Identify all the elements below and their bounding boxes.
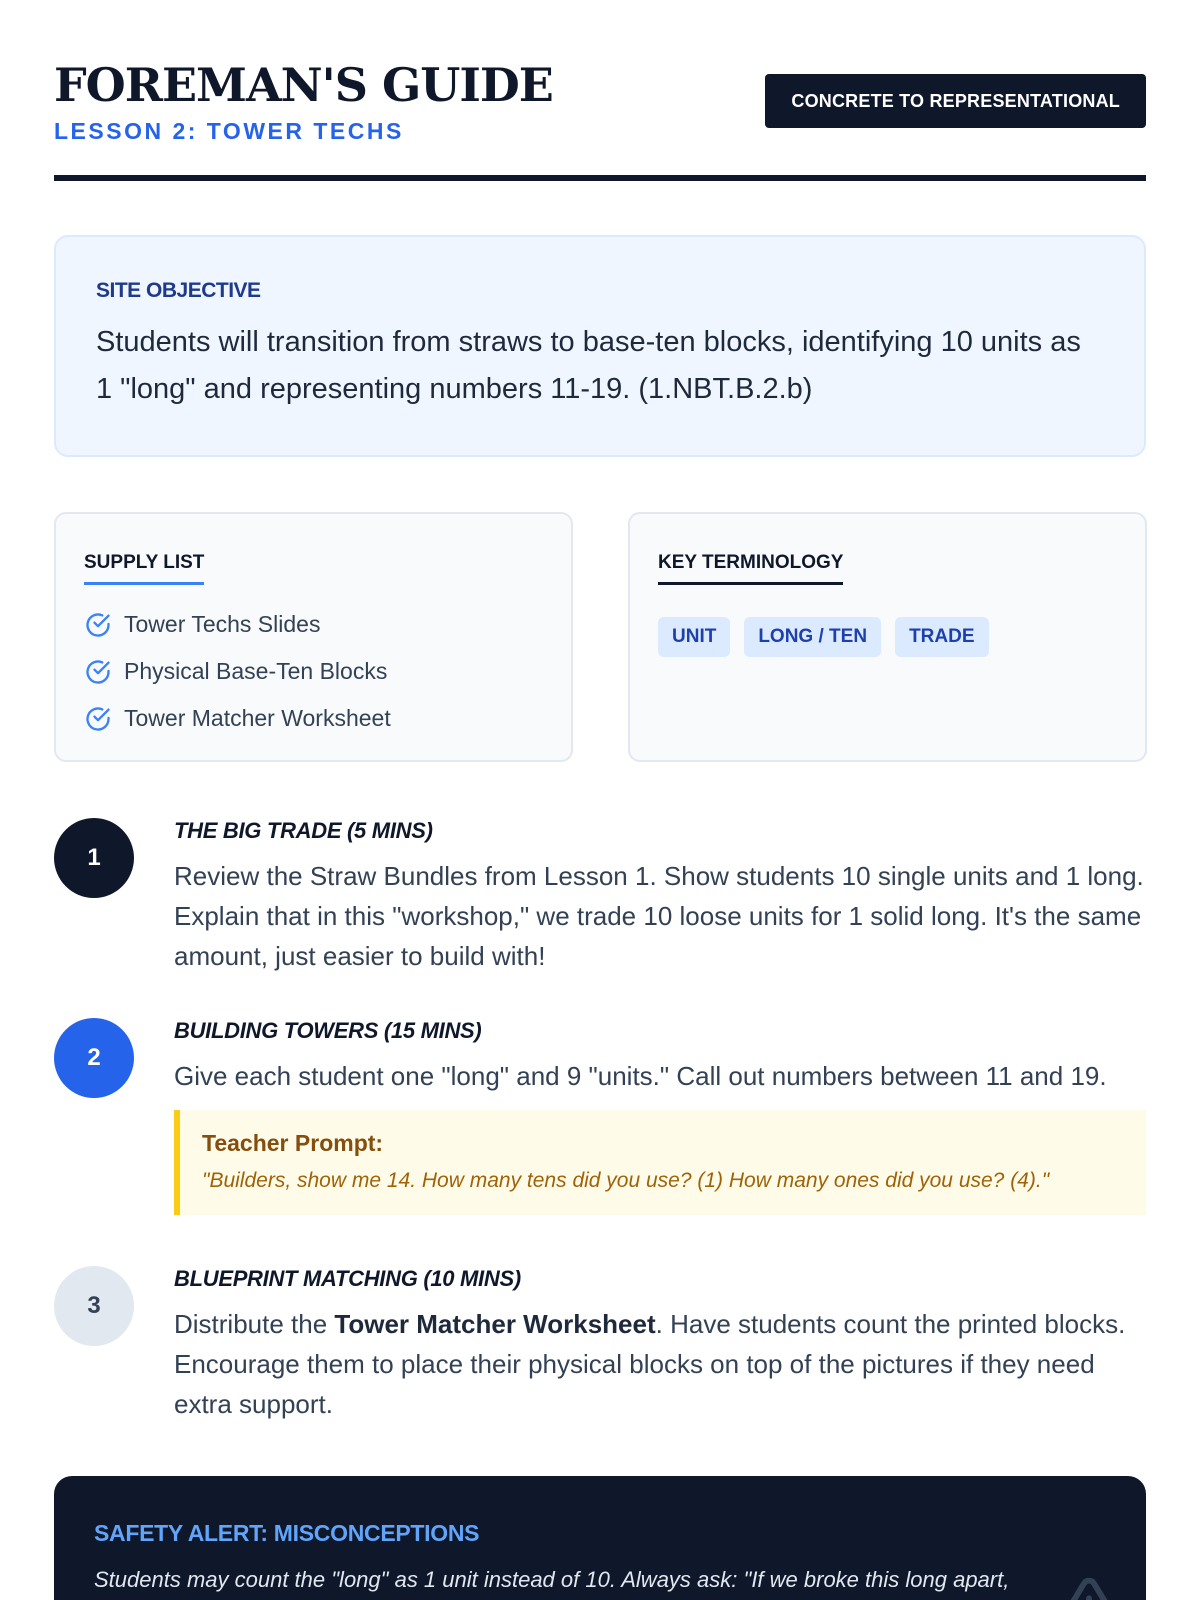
supply-list: [84, 601, 543, 742]
key-terminology-card: [628, 512, 1147, 762]
teacher-prompt-box: [174, 1110, 1146, 1215]
warning-triangle-icon: [1054, 1572, 1124, 1600]
page-title: FOREMAN'S GUIDE: [54, 58, 553, 112]
phase-badge: CONCRETE TO REPRESENTATIONAL: [765, 74, 1146, 128]
check-circle-icon: [84, 658, 112, 686]
teacher-prompt-text: "Builders, show me 14. How many tens did you use? (1) How many ones did you use? (4).": [202, 1169, 1050, 1192]
safety-alert-text: Students may count the "long" as 1 unit instead of 10. Always ask: "If we broke this long apart,: [94, 1567, 1010, 1592]
check-circle-icon: [84, 705, 112, 733]
objective-text: Students will transition from straws to base-ten blocks, identifying 10 units as 1 "long" and representing numbers 11-19. (1.NBT.B.2.b): [96, 326, 1081, 405]
term-tag-unit: UNIT: [658, 617, 730, 657]
step-title: BUILDING TOWERS (15 MINS): [174, 1018, 482, 1043]
supply-item: [84, 601, 543, 648]
site-objective-box: [54, 235, 1146, 457]
header-divider: [54, 175, 1146, 181]
supply-item: [84, 648, 543, 695]
key-terminology-title: KEY TERMINOLOGY: [658, 552, 843, 585]
supply-list-card: [54, 512, 573, 762]
step-body: [174, 818, 1146, 976]
step-number: 3: [54, 1266, 134, 1346]
term-tag-trade: TRADE: [895, 617, 988, 657]
term-tags: [658, 617, 1117, 657]
lesson-subtitle: LESSON 2: TOWER TECHS: [54, 118, 404, 144]
step-text: Give each student one "long" and 9 "units." Call out numbers between 11 and 19.: [174, 1061, 1107, 1091]
step-number: 2: [54, 1018, 134, 1098]
teacher-prompt-label: Teacher Prompt:: [202, 1130, 384, 1156]
page-header: [54, 58, 1146, 182]
supply-item: [84, 695, 543, 742]
step-text: [174, 1304, 1146, 1424]
supply-item-label: Tower Techs Slides: [124, 611, 321, 637]
step-text-part: . Have students count the printed blocks. Encourage them to place their physical blocks on top of the pictures if they need extra support.: [174, 1309, 1126, 1419]
safety-alert-title: SAFETY ALERT: MISCONCEPTIONS: [94, 1520, 480, 1546]
supply-item-label: Tower Matcher Worksheet: [124, 705, 391, 731]
step-title: THE BIG TRADE (5 MINS): [174, 818, 433, 843]
step-number: 1: [54, 818, 134, 898]
step-body: [174, 1018, 1146, 1215]
check-circle-icon: [84, 611, 112, 639]
supply-item-label: Physical Base-Ten Blocks: [124, 658, 388, 684]
step-text: Review the Straw Bundles from Lesson 1. Show students 10 single units and 1 long. Explain that in this "workshop," we trade 10 loose units for 1 solid long. It's the same amount, just easier to build with!: [174, 861, 1144, 971]
objective-label: SITE OBJECTIVE: [96, 279, 261, 302]
term-tag-long-ten: LONG / TEN: [744, 617, 881, 657]
step-text-part: Distribute the: [174, 1309, 335, 1339]
step-body: [174, 1266, 1146, 1424]
safety-alert-box: [54, 1476, 1146, 1600]
worksheet-name: Tower Matcher Worksheet: [334, 1309, 656, 1339]
step-title: BLUEPRINT MATCHING (10 MINS): [174, 1266, 521, 1291]
supply-list-title: SUPPLY LIST: [84, 552, 204, 585]
